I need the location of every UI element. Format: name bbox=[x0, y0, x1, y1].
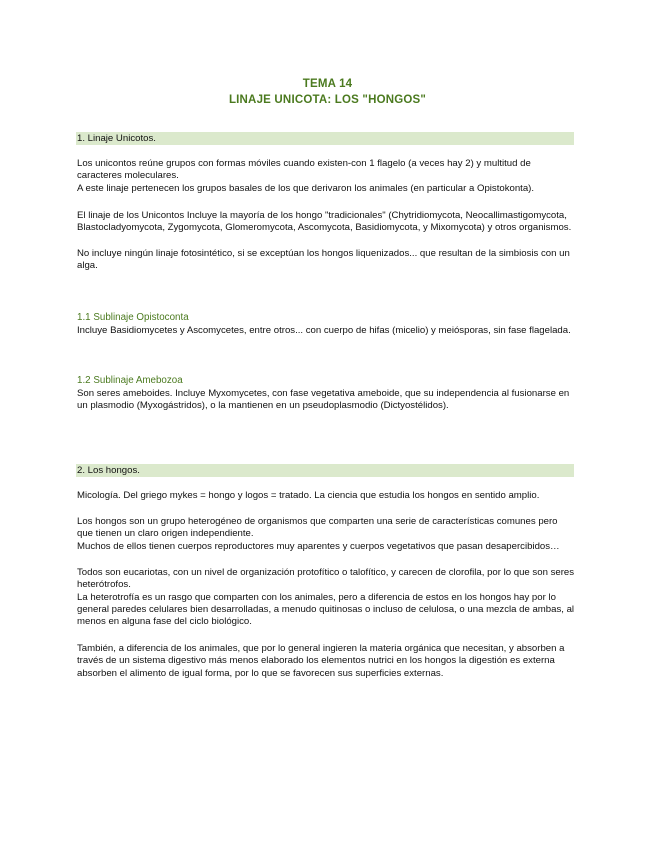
paragraph-grupo-heterogeneo bbox=[77, 516, 577, 553]
text-line: Micología. Del griego mykes = hongo y logos = tratado. La ciencia que estudia los hongos en sentido amplio. bbox=[77, 490, 540, 501]
text-line: caracteres moleculares. bbox=[77, 170, 179, 182]
text-line: Los unicontos reúne grupos con formas móviles cuando existen-con 1 flagelo (a veces hay 2) y multitud de bbox=[77, 158, 531, 169]
text-line: Son seres ameboides. Incluye Myxomycetes, con fase vegetativa ameboide, que su independencia al fusionarse en bbox=[77, 388, 570, 399]
text-line: absorben el alimento de igual forma, por lo que se favorecen sus superficies externas. bbox=[77, 667, 444, 679]
text-line: Los hongos son un grupo heterogéneo de organismos que comparten una serie de características comunes pero bbox=[77, 516, 558, 527]
text-line: heterótrofos. bbox=[77, 579, 131, 591]
text-line: También, a diferencia de los animales, que por lo general ingieren la materia orgánica que necesitan, y absorben a bbox=[77, 643, 565, 654]
text-line: través de un sistema digestivo más menos elaborado los elementos nutrici en los hongos la digestión es externa bbox=[77, 655, 555, 667]
text-line: Incluye Basidiomycetes y Ascomycetes, entre otros... con cuerpo de hifas (micelio) y meiósporas, sin fase flagelada. bbox=[77, 325, 571, 336]
paragraph-digestion-externa bbox=[77, 643, 577, 680]
text-line: un plasmodio (Myxogástridos), o la mantienen en un pseudoplasmodio (Dictyostélidos). bbox=[77, 400, 449, 412]
text-line: general paredes celulares bien desarrolladas, a menudo quitinosas o incluso de celulosa, o una mezcla de ambas, al bbox=[77, 603, 575, 615]
text-line: alga. bbox=[77, 260, 98, 272]
paragraph-unicontos-hongos bbox=[77, 210, 577, 235]
document-title-main: LINAJE UNICOTA: LOS "HONGOS" bbox=[228, 94, 427, 106]
text-line: No incluye ningún linaje fotosintético, si se exceptúan los hongos liquenizados... que resultan de la simbiosis con un bbox=[77, 248, 570, 259]
text-line: El linaje de los Unicontos Incluye la mayoría de los hongo "tradicionales" (Chytridiomycota, Neocallimastigomycota, bbox=[77, 210, 567, 221]
paragraph-eucariotas-heterotrofia bbox=[77, 567, 577, 628]
paragraph-unicontos-intro bbox=[77, 158, 577, 195]
text-line: A este linaje pertenecen los grupos basales de los que derivaron los animales (en particular a Opistokonta). bbox=[77, 182, 535, 194]
document-title-topic: TEMA 14 bbox=[302, 78, 353, 90]
section-heading-los-hongos: 2. Los hongos. bbox=[76, 464, 574, 477]
text-line: que tienen un claro origen independiente. bbox=[77, 528, 254, 540]
paragraph-opistoconta bbox=[77, 325, 577, 337]
text-line: menos en alguna fase del ciclo biológico. bbox=[77, 616, 252, 628]
text-line: La heterotrofía es un rasgo que comparten con los animales, pero a diferencia de estos en los hongos hay por lo bbox=[77, 591, 556, 603]
text-line: Todos son eucariotas, con un nivel de organización protofítico o talofítico, y carecen de clorofila, por lo que son seres bbox=[77, 567, 575, 578]
subsection-heading-opistoconta: 1.1 Sublinaje Opistoconta bbox=[77, 312, 189, 323]
text-line: Muchos de ellos tienen cuerpos reproductores muy aparentes y cuerpos vegetativos que pasan desapercibidos… bbox=[77, 540, 560, 552]
subsection-heading-amebozoa: 1.2 Sublinaje Amebozoa bbox=[77, 375, 183, 386]
paragraph-amebozoa bbox=[77, 388, 577, 413]
paragraph-no-fotosintetico bbox=[77, 248, 577, 273]
section-heading-linaje-unicotos: 1. Linaje Unicotos. bbox=[76, 132, 574, 145]
text-line: Blastocladyomycota, Zygomycota, Glomeromycota, Ascomycota, Basidiomycota, y Mixomycota) y otros organismos. bbox=[77, 222, 572, 234]
paragraph-micologia bbox=[77, 490, 577, 502]
